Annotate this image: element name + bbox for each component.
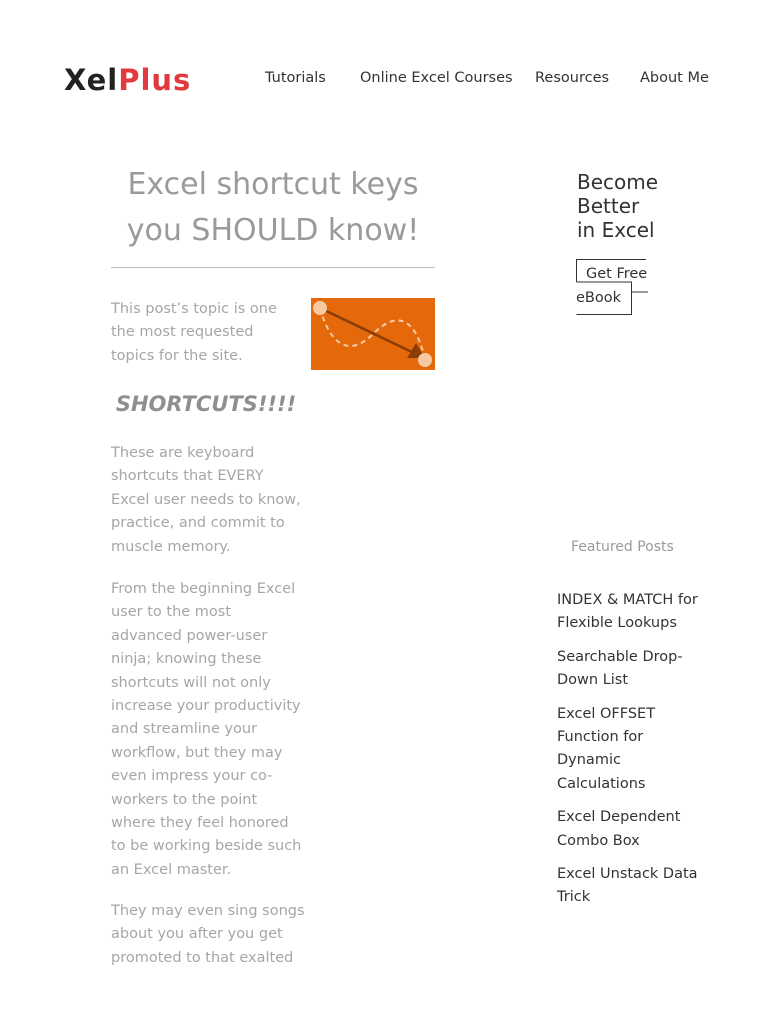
post-paragraph: They may even sing songs about you after you get promoted to that exalted [111, 903, 305, 966]
post-paragraph: From the beginning Excel user to the most advanced power-user ninja; knowing these shortcuts will not only increase your productivity and streamline your workflow, but they may even impress your co-workers to the point where they feel honored to be working beside such an Excel master. [111, 581, 302, 878]
title-divider [111, 267, 435, 268]
list-item [557, 589, 707, 636]
post-paragraph: These are keyboard shortcuts that EVERY Excel user needs to know, practice, and commit to muscle memory. [111, 445, 301, 555]
nav-item-online-excel-courses[interactable]: Online Excel Courses [360, 70, 513, 86]
featured-post-link[interactable]: Searchable Drop-Down List [557, 648, 683, 689]
ebook-button-label-line1: Get Free [586, 266, 648, 282]
featured-posts-heading: Featured Posts [571, 539, 674, 555]
list-item [557, 863, 707, 910]
xelplus-logo[interactable] [64, 60, 191, 100]
ebook-button-label-line2: eBook [576, 290, 622, 306]
featured-post-link[interactable]: INDEX & MATCH for Flexible Lookups [557, 592, 698, 632]
nav-item-about-me[interactable]: About Me [640, 70, 709, 86]
logo-text-plus: Plus [118, 63, 192, 97]
post-thumbnail [311, 298, 435, 370]
list-item [557, 703, 707, 797]
post-title: Excel shortcut keys you SHOULD know! [126, 167, 420, 248]
logo-text-xel: Xel [64, 63, 119, 97]
get-free-ebook-button[interactable] [576, 259, 648, 315]
nav-item-tutorials[interactable]: Tutorials [265, 70, 326, 86]
nav-item-resources[interactable]: Resources [535, 70, 610, 86]
cta-line: in Excel [577, 218, 655, 242]
featured-post-link[interactable]: Excel Unstack Data Trick [557, 866, 698, 906]
featured-posts-list [557, 589, 707, 920]
featured-post-link[interactable]: Excel Dependent Combo Box [557, 809, 681, 849]
cta-line: Become [577, 170, 659, 194]
post-intro: This post’s topic is one the most requested topics for the site. [111, 301, 277, 364]
cta-heading [577, 170, 658, 242]
shortcuts-heading: SHORTCUTS!!!! [115, 392, 297, 416]
list-item [557, 646, 707, 693]
curved-path-arrow-icon [311, 298, 435, 370]
list-item [557, 806, 707, 853]
cta-line: Better [577, 194, 640, 218]
featured-post-link[interactable]: Excel OFFSET Function for Dynamic Calculations [557, 705, 656, 792]
